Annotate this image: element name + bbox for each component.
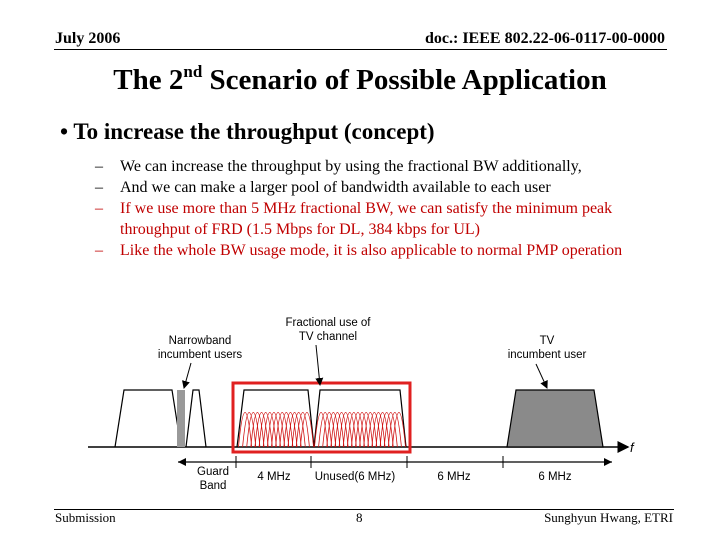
dash-mark: – bbox=[95, 200, 103, 217]
sub-bullet-text: We can increase the throughput by using the fractional BW additionally, bbox=[120, 158, 582, 175]
subcarrier-curve bbox=[335, 413, 348, 448]
subcarrier-curve bbox=[347, 413, 360, 448]
narrowband-label-1: Narrowband bbox=[168, 335, 232, 347]
sub-bullet-text: If we use more than 5 MHz fractional BW, we can satisfy the minimum peak throughput of FRD (1.5 Mbps for DL, 384 kbps for UL) bbox=[120, 200, 613, 238]
subcarrier-curve bbox=[360, 413, 373, 448]
narrowband-user-bar bbox=[177, 390, 185, 447]
narrowband-pointer bbox=[184, 363, 191, 388]
dash-mark: – bbox=[95, 179, 103, 196]
bw-4mhz-label: 4 MHz bbox=[257, 471, 291, 483]
subcarrier-curve bbox=[263, 413, 276, 448]
subcarrier-curve bbox=[292, 413, 305, 448]
subcarrier-curve bbox=[267, 413, 280, 448]
subcarrier-curve bbox=[314, 413, 327, 448]
subcarrier-curve bbox=[251, 413, 264, 448]
dash-mark: – bbox=[95, 158, 103, 175]
title-pre: The 2 bbox=[113, 64, 184, 96]
subcarrier-curve bbox=[271, 413, 284, 448]
subcarrier-waveform-4mhz bbox=[238, 413, 313, 448]
subcarrier-curve bbox=[300, 413, 313, 448]
subcarrier-curve bbox=[296, 413, 309, 448]
subcarrier-curve bbox=[259, 413, 272, 448]
narrowband-label-2: incumbent users bbox=[157, 349, 243, 361]
subcarrier-curve bbox=[364, 413, 377, 448]
tv-label-1: TV bbox=[539, 335, 555, 347]
subcarrier-curve bbox=[280, 413, 293, 448]
tv-label-2: incumbent user bbox=[507, 349, 587, 361]
subcarrier-curve bbox=[388, 413, 401, 448]
subcarrier-curve bbox=[243, 413, 256, 448]
footer-submission: Submission bbox=[55, 510, 116, 525]
fractional-pointer bbox=[316, 345, 320, 385]
subcarrier-curve bbox=[372, 413, 385, 448]
subcarrier-curve bbox=[284, 413, 297, 448]
header-doc-id: doc.: IEEE 802.22-06-0117-00-0000 bbox=[425, 30, 665, 47]
subcarrier-curve bbox=[384, 413, 397, 448]
bw-unused-label: Unused(6 MHz) bbox=[314, 471, 396, 483]
title-sup: nd bbox=[183, 62, 203, 81]
subcarrier-curve bbox=[343, 413, 356, 448]
subcarrier-curve bbox=[327, 413, 340, 448]
subcarrier-curve bbox=[247, 413, 260, 448]
bw-6mhz-label-a: 6 MHz bbox=[437, 471, 471, 483]
title-post: Scenario of Possible Application bbox=[202, 64, 607, 96]
subcarrier-curve bbox=[380, 413, 393, 448]
frequency-label: f bbox=[630, 440, 634, 455]
narrowband-channel bbox=[115, 390, 206, 447]
page-number: 8 bbox=[356, 510, 363, 525]
subcarrier-curve bbox=[376, 413, 389, 448]
subcarrier-curve bbox=[351, 413, 364, 448]
subcarrier-curve bbox=[368, 413, 381, 448]
subcarrier-curve bbox=[323, 413, 336, 448]
dash-mark: – bbox=[95, 242, 103, 259]
arrowhead-left bbox=[178, 458, 186, 466]
subcarrier-curve bbox=[288, 413, 301, 448]
subcarrier-waveform-6mhz bbox=[314, 413, 405, 448]
tv-pointer bbox=[536, 364, 547, 388]
sub-bullet-text: Like the whole BW usage mode, it is also applicable to normal PMP operation bbox=[120, 242, 623, 259]
tv-incumbent-block bbox=[507, 390, 603, 447]
subcarrier-curve bbox=[276, 413, 289, 448]
arrowhead-right bbox=[604, 458, 612, 466]
subcarrier-curve bbox=[319, 413, 332, 448]
subcarrier-curve bbox=[339, 413, 352, 448]
sub-bullet-text: And we can make a larger pool of bandwidth available to each user bbox=[120, 179, 551, 196]
fractional-label-1: Fractional use of bbox=[285, 317, 371, 329]
footer-author: Sunghyun Hwang, ETRI bbox=[544, 510, 673, 525]
subcarrier-curve bbox=[392, 413, 405, 448]
main-bullet: • To increase the throughput (concept) bbox=[60, 119, 435, 144]
subcarrier-curve bbox=[331, 413, 344, 448]
header-date: July 2006 bbox=[55, 30, 121, 47]
guard-band-label-1: Guard bbox=[197, 466, 229, 478]
subcarrier-curve bbox=[355, 413, 368, 448]
fractional-label-2: TV channel bbox=[298, 331, 358, 343]
guard-band-label-2: Band bbox=[199, 480, 227, 492]
bw-6mhz-label-b: 6 MHz bbox=[538, 471, 572, 483]
subcarrier-curve bbox=[255, 413, 268, 448]
